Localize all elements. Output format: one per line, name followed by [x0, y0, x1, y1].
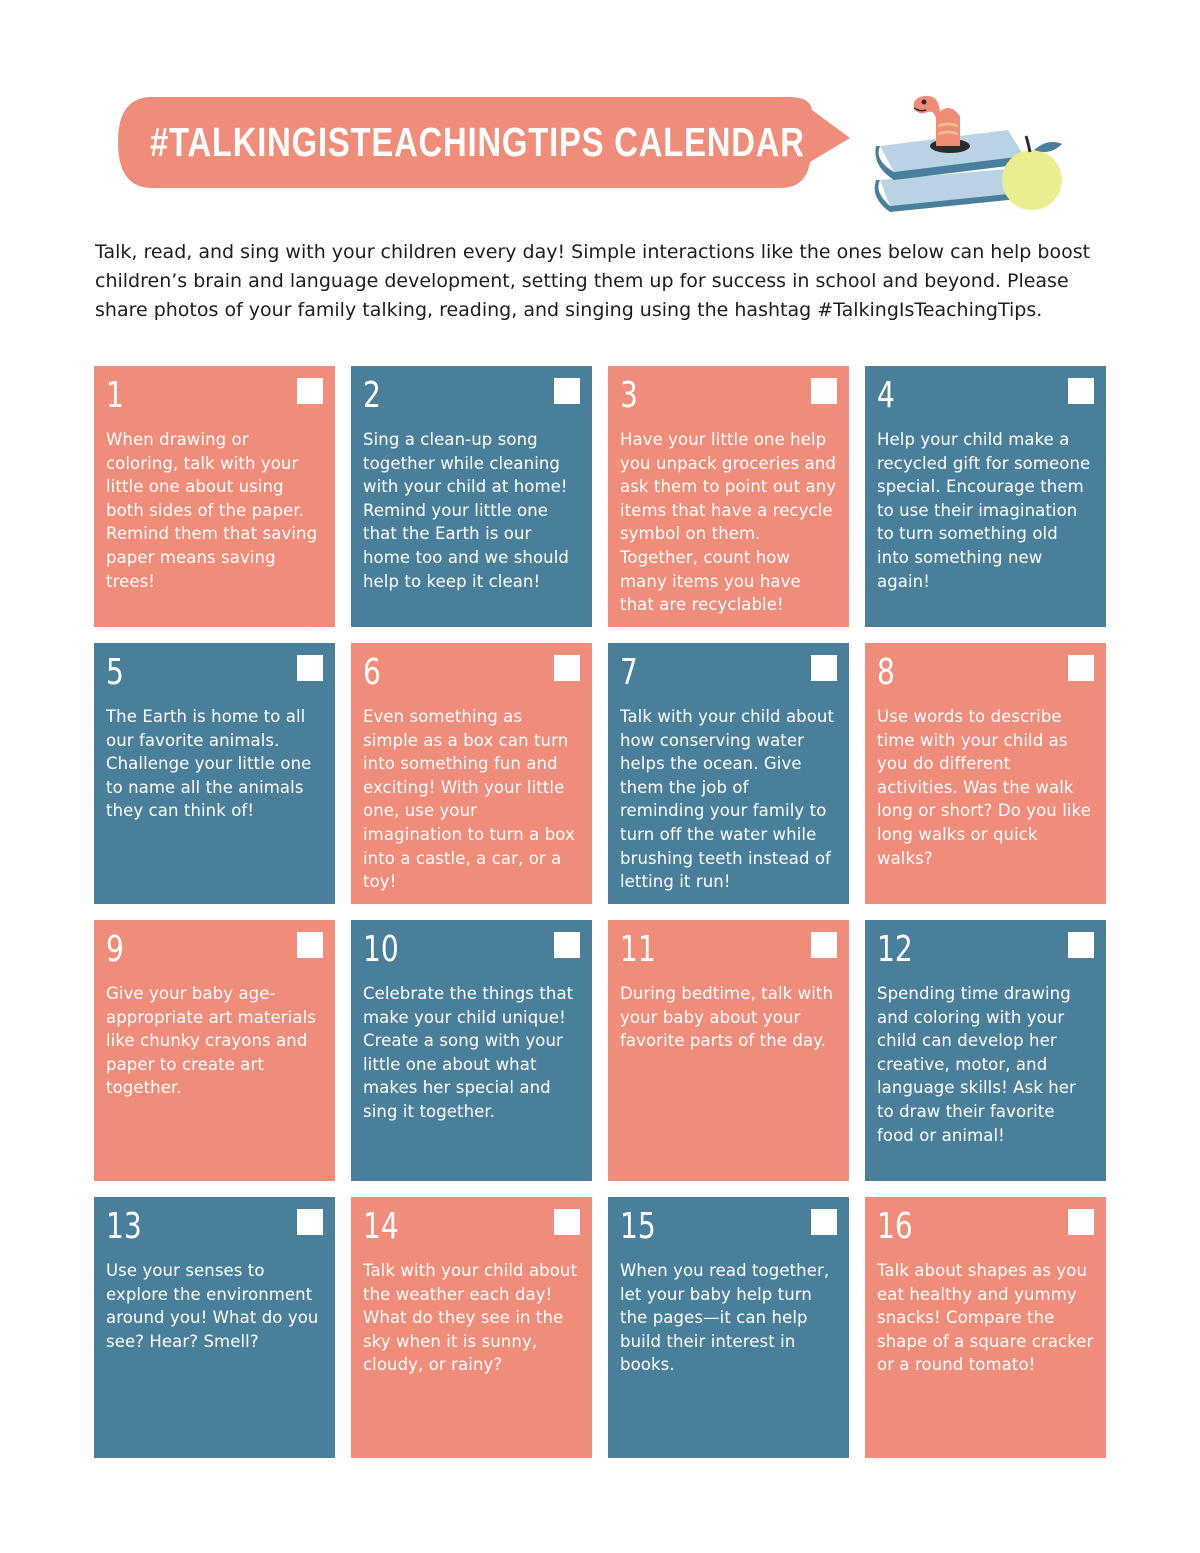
calendar-day-card	[865, 920, 1106, 1181]
day-number: 10	[363, 929, 399, 970]
day-number: 15	[620, 1206, 656, 1247]
day-number: 5	[106, 652, 124, 693]
day-number: 9	[106, 929, 124, 970]
calendar-day-card	[94, 366, 335, 627]
day-checkbox[interactable]	[554, 932, 580, 958]
day-tip-text: Talk about shapes as you eat healthy and yummy snacks! Compare the shape of a square cracker or a round tomato!	[877, 1261, 1094, 1375]
calendar-day-card	[608, 920, 849, 1181]
day-number: 13	[106, 1206, 142, 1247]
day-checkbox[interactable]	[811, 655, 837, 681]
day-tip-text: During bedtime, talk with your baby about your favorite parts of the day.	[620, 984, 834, 1051]
calendar-day-card	[351, 1197, 592, 1458]
day-tip-text: Sing a clean-up song together while cleaning with your child at home! Remind your little one that the Earth is our home too and we should help to keep it clean!	[363, 430, 569, 591]
day-checkbox[interactable]	[811, 378, 837, 404]
day-checkbox[interactable]	[811, 932, 837, 958]
day-number: 16	[877, 1206, 913, 1247]
calendar-day-card	[94, 1197, 335, 1458]
day-tip-text: Talk with your child about how conserving water helps the ocean. Give them the job of reminding your family to turn off the water while brushing teeth instead of letting it run!	[620, 707, 835, 892]
calendar-day-card	[94, 643, 335, 904]
day-checkbox[interactable]	[1068, 378, 1094, 404]
day-number: 12	[877, 929, 913, 970]
day-number: 8	[877, 652, 895, 693]
day-checkbox[interactable]	[297, 1209, 323, 1235]
day-checkbox[interactable]	[297, 378, 323, 404]
calendar-day-card	[865, 1197, 1106, 1458]
page-title: #TALKINGISTEACHINGTIPS CALENDAR	[150, 119, 805, 165]
calendar-day-card	[608, 366, 849, 627]
day-tip-text: Use words to describe time with your child as you do different activities. Was the walk long or short? Do you like long walks or quick walks?	[877, 707, 1091, 868]
day-checkbox[interactable]	[1068, 655, 1094, 681]
day-number: 1	[106, 375, 124, 416]
day-number: 6	[363, 652, 381, 693]
day-checkbox[interactable]	[554, 1209, 580, 1235]
day-tip-text: Have your little one help you unpack groceries and ask them to point out any items that have a recycle symbol on them. Together, count how many items you have that are recyclable!	[620, 430, 837, 615]
day-tip-text: Spending time drawing and coloring with your child can develop her creative, motor, and language skills! Ask her to draw their favorite food or animal!	[877, 984, 1076, 1145]
day-tip-text: The Earth is home to all our favorite animals. Challenge your little one to name all the animals they can think of!	[106, 707, 312, 821]
day-number: 2	[363, 375, 381, 416]
day-tip-text: Use your senses to explore the environment around you! What do you see? Hear? Smell?	[106, 1261, 319, 1351]
day-number: 11	[620, 929, 656, 970]
worm-in-book-with-apple-icon	[868, 80, 1078, 220]
day-tip-text: Even something as simple as a box can turn into something fun and exciting! With your little one, use your imagination to turn a box into a castle, a car, or a toy!	[363, 707, 575, 892]
calendar-grid	[94, 366, 1106, 1458]
day-number: 4	[877, 375, 895, 416]
calendar-day-card	[94, 920, 335, 1181]
intro-paragraph: Talk, read, and sing with your children every day! Simple interactions like the ones below can help boost children’s brain and language development, setting them up for success in school and beyond. Please share photos of your family talking, reading, and singing using the hashtag #TalkingIsTeachingTips.	[95, 241, 1091, 321]
day-tip-text: Help your child make a recycled gift for someone special. Encourage them to use their imagination to turn something old into something new again!	[877, 430, 1091, 591]
day-checkbox[interactable]	[554, 655, 580, 681]
calendar-day-card	[351, 920, 592, 1181]
calendar-day-card	[608, 1197, 849, 1458]
day-checkbox[interactable]	[297, 655, 323, 681]
day-number: 3	[620, 375, 638, 416]
calendar-day-card	[608, 643, 849, 904]
calendar-day-card	[351, 643, 592, 904]
calendar-day-card	[865, 643, 1106, 904]
day-checkbox[interactable]	[811, 1209, 837, 1235]
day-checkbox[interactable]	[554, 378, 580, 404]
calendar-day-card	[351, 366, 592, 627]
day-tip-text: Celebrate the things that make your child unique! Create a song with your little one about what makes her special and sing it together.	[363, 984, 574, 1121]
day-tip-text: When you read together, let your baby help turn the pages—it can help build their interest in books.	[620, 1261, 830, 1375]
day-number: 7	[620, 652, 638, 693]
day-number: 14	[363, 1206, 399, 1247]
day-tip-text: Give your baby age-appropriate art materials like chunky crayons and paper to create art together.	[106, 984, 316, 1098]
calendar-day-card	[865, 366, 1106, 627]
day-checkbox[interactable]	[1068, 932, 1094, 958]
day-checkbox[interactable]	[297, 932, 323, 958]
day-tip-text: When drawing or coloring, talk with your little one about using both sides of the paper. Remind them that saving paper means saving trees!	[106, 430, 318, 591]
day-checkbox[interactable]	[1068, 1209, 1094, 1235]
day-tip-text: Talk with your child about the weather each day! What do they see in the sky when it is sunny, cloudy, or rainy?	[363, 1261, 578, 1375]
